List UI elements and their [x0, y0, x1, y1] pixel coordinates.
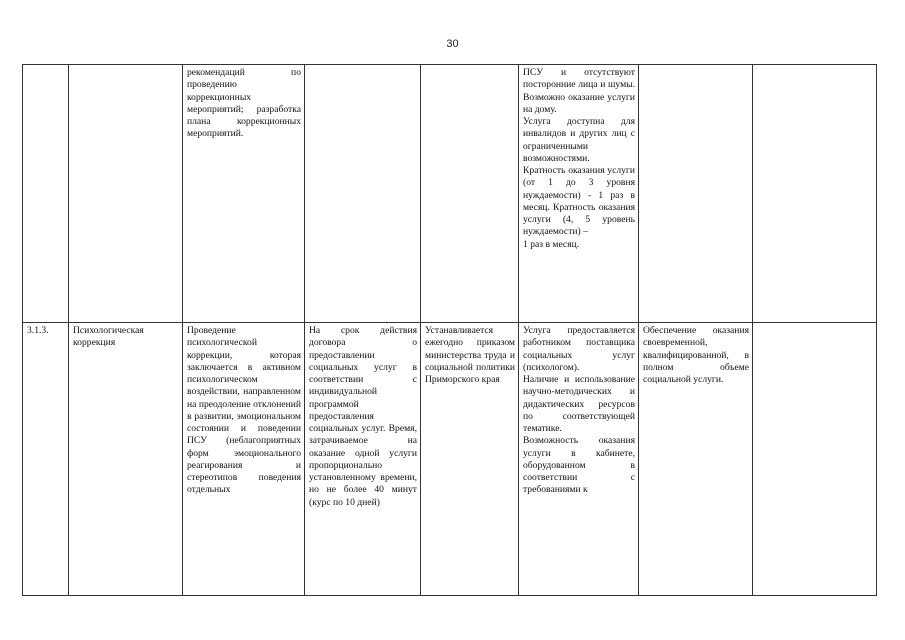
service-result-cell: Обеспечение оказания своевременной, квалифицированной, в полном объеме социальной услуги.	[639, 323, 753, 596]
service-extra-cell	[753, 65, 877, 323]
table-row	[23, 65, 877, 323]
service-name-cell: Психологическая коррекция	[69, 323, 183, 596]
service-number-cell	[23, 65, 69, 323]
service-timing-cell	[305, 65, 421, 323]
service-description-cell: рекомендаций по проведению коррекционных мероприятий; разработка плана коррекционных мероприятий.	[183, 65, 305, 323]
table-row	[23, 323, 877, 596]
service-conditions-cell: ПСУ и отсутствуют посторонние лица и шумы. Возможно оказание услуги на дому. Услуга доступна для инвалидов и других лиц с ограниченными возможностями. Кратность оказания услуги (от 1 до 3 уровня нуждаемости) - 1 раз в месяц. Кратность оказания услуги (4, 5 уровень нуждаемости) – 1 раз в месяц.	[519, 65, 639, 323]
service-payment-cell: Устанавливается ежегодно приказом министерства труда и социальной политики Приморского края	[421, 323, 519, 596]
service-number-cell: 3.1.3.	[23, 323, 69, 596]
service-conditions-cell: Услуга предоставляется работником поставщика социальных услуг (психологом). Наличие и использование научно-методических и дидактических ресурсов по соответствующей тематике. Возможность оказания услуги в кабинете, оборудованном в соответствии с требованиями к	[519, 323, 639, 596]
service-extra-cell	[753, 323, 877, 596]
services-table	[22, 64, 877, 596]
page-number: 30	[446, 38, 459, 50]
service-timing-cell: На срок действия договора о предоставлении социальных услуг в соответствии с индивидуальной программой предоставления социальных услуг. Время, затрачиваемое на оказание одной услуги пропорционально установленному времени, но не более 40 минут (курс по 10 дней)	[305, 323, 421, 596]
service-name-cell	[69, 65, 183, 323]
service-payment-cell	[421, 65, 519, 323]
service-result-cell	[639, 65, 753, 323]
service-description-cell: Проведение психологической коррекции, которая заключается в активном психологическом воздействии, направленном на преодоление отклонений в развитии, эмоциональном состоянии и поведении ПСУ (неблагоприятных форм эмоционального реагирования и стереотипов поведения отдельных	[183, 323, 305, 596]
